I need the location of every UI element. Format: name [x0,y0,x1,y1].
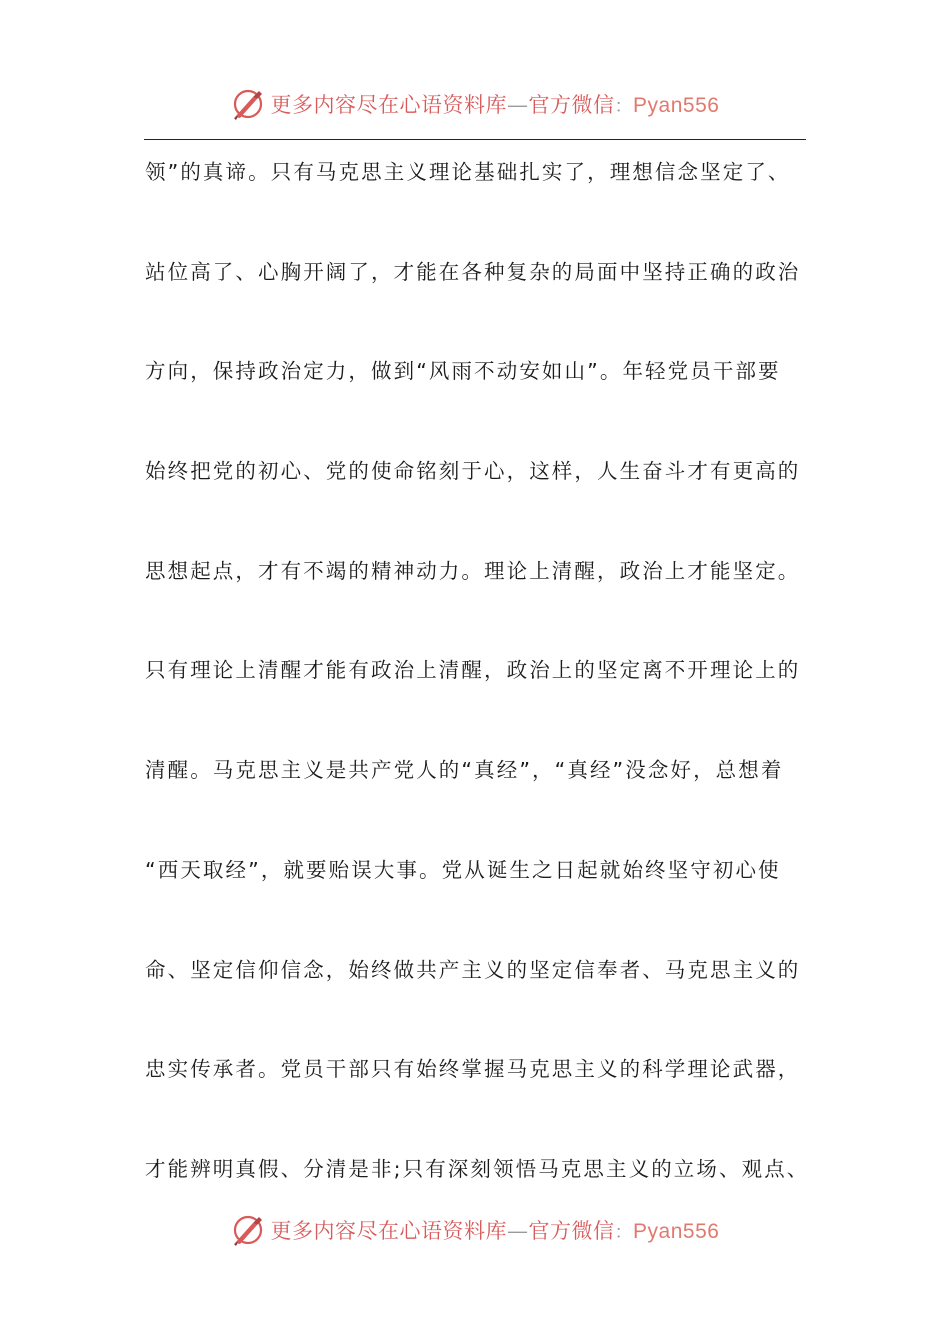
text-line: “西天取经”，就要贻误大事。党从诞生之日起就始终坚守初心使 [145,857,781,882]
text-line: 命、坚定信仰信念，始终做共产主义的坚定信奉者、马克思主义的 [145,957,801,982]
footer-brand: 更多内容尽在心语资料库 [270,1219,508,1243]
text-line: 清醒。马克思主义是共产党人的“真经”，“真经”没念好，总想着 [145,758,784,783]
footer-banner [0,1210,950,1250]
footer-text [271,1215,720,1245]
text-line: 思想起点，才有不竭的精神动力。理论上清醒，政治上才能坚定。 [145,558,801,583]
footer-wechat-id: Pyan556 [633,1220,720,1243]
header-banner [0,84,950,124]
footer-dash: — [507,1219,529,1243]
text-line: 才能辨明真假、分清是非;只有深刻领悟马克思主义的立场、观点、 [145,1156,810,1181]
header-separator: ： [614,96,634,117]
header-label: 官方微信 [528,93,615,117]
header-wechat-id: Pyan556 [633,94,720,117]
header-dash: — [507,93,529,117]
text-line: 方向，保持政治定力，做到“风雨不动安如山”。年轻党员干部要 [145,359,781,384]
header-text [271,89,720,119]
text-line: 领”的真谛。只有马克思主义理论基础扎实了，理想信念坚定了、 [145,160,791,184]
text-line: 站位高了、心胸开阔了，才能在各种复杂的局面中坚持正确的政治 [145,259,801,284]
pen-logo-icon [231,87,265,121]
text-line: 忠实传承者。党员干部只有始终掌握马克思主义的科学理论武器， [145,1057,801,1082]
header-brand: 更多内容尽在心语资料库 [270,93,508,117]
text-line: 只有理论上清醒才能有政治上清醒，政治上的坚定离不开理论上的 [145,658,801,683]
footer-separator: ： [614,1222,634,1243]
pen-logo-icon [231,1213,265,1247]
text-line: 始终把党的初心、党的使命铭刻于心，这样，人生奋斗才有更高的 [145,459,801,484]
document-body [145,148,815,1245]
header-rule [144,139,806,140]
footer-label: 官方微信 [528,1219,615,1243]
